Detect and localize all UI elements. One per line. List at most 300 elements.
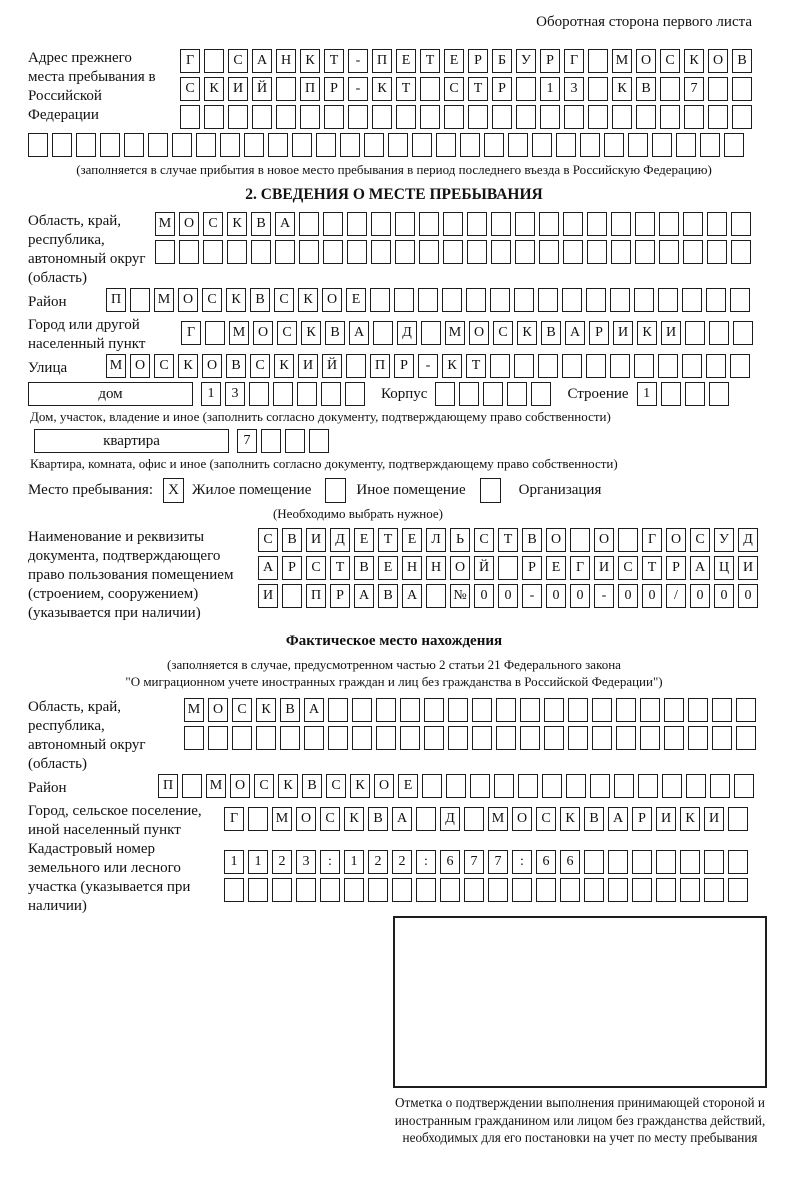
char-cell[interactable] xyxy=(508,133,528,157)
char-cell[interactable]: П xyxy=(306,584,326,608)
char-cell[interactable] xyxy=(709,321,729,345)
char-cell[interactable] xyxy=(184,726,204,750)
char-cell[interactable] xyxy=(416,807,436,831)
char-cell[interactable]: Т xyxy=(468,77,488,101)
char-cell[interactable]: Е xyxy=(346,288,366,312)
char-cell[interactable] xyxy=(706,288,726,312)
char-cell[interactable] xyxy=(676,133,696,157)
char-cell[interactable] xyxy=(683,212,703,236)
char-cell[interactable] xyxy=(205,321,225,345)
char-cell[interactable] xyxy=(256,726,276,750)
char-cell[interactable] xyxy=(196,133,216,157)
char-cell[interactable]: Р xyxy=(540,49,560,73)
char-cell[interactable] xyxy=(544,698,564,722)
char-cell[interactable]: - xyxy=(348,49,368,73)
char-cell[interactable]: Г xyxy=(224,807,244,831)
char-cell[interactable]: 1 xyxy=(344,850,364,874)
char-cell[interactable] xyxy=(442,288,462,312)
char-cell[interactable] xyxy=(680,878,700,902)
char-cell[interactable] xyxy=(292,133,312,157)
char-cell[interactable] xyxy=(344,878,364,902)
char-cell[interactable] xyxy=(347,240,367,264)
char-cell[interactable]: Д xyxy=(738,528,758,552)
char-cell[interactable]: Н xyxy=(402,556,422,580)
char-cell[interactable]: С xyxy=(203,212,223,236)
char-cell[interactable] xyxy=(708,105,728,129)
char-cell[interactable] xyxy=(636,105,656,129)
char-cell[interactable] xyxy=(733,321,753,345)
char-cell[interactable] xyxy=(272,878,292,902)
char-cell[interactable] xyxy=(562,354,582,378)
char-cell[interactable] xyxy=(309,429,329,453)
char-cell[interactable] xyxy=(443,240,463,264)
char-cell[interactable]: : xyxy=(512,850,532,874)
char-cell[interactable] xyxy=(182,774,202,798)
char-cell[interactable] xyxy=(396,105,416,129)
char-cell[interactable] xyxy=(640,726,660,750)
char-cell[interactable] xyxy=(628,133,648,157)
char-cell[interactable]: Т xyxy=(420,49,440,73)
char-cell[interactable] xyxy=(268,133,288,157)
char-cell[interactable] xyxy=(638,774,658,798)
char-cell[interactable]: У xyxy=(714,528,734,552)
char-cell[interactable] xyxy=(604,133,624,157)
char-cell[interactable] xyxy=(444,105,464,129)
char-cell[interactable]: Д xyxy=(440,807,460,831)
char-cell[interactable]: Е xyxy=(398,774,418,798)
char-cell[interactable] xyxy=(568,698,588,722)
char-cell[interactable] xyxy=(204,49,224,73)
char-cell[interactable] xyxy=(328,698,348,722)
char-cell[interactable]: С xyxy=(444,77,464,101)
char-cell[interactable] xyxy=(592,726,612,750)
char-cell[interactable] xyxy=(586,288,606,312)
char-cell[interactable]: И xyxy=(704,807,724,831)
char-cell[interactable]: Н xyxy=(426,556,446,580)
char-cell[interactable]: О xyxy=(666,528,686,552)
char-cell[interactable] xyxy=(100,133,120,157)
char-cell[interactable]: 0 xyxy=(714,584,734,608)
char-cell[interactable]: Л xyxy=(426,528,446,552)
char-cell[interactable]: К xyxy=(226,288,246,312)
char-cell[interactable] xyxy=(395,212,415,236)
char-cell[interactable] xyxy=(244,133,264,157)
char-cell[interactable] xyxy=(658,354,678,378)
char-cell[interactable] xyxy=(652,133,672,157)
char-cell[interactable] xyxy=(490,288,510,312)
char-cell[interactable] xyxy=(736,726,756,750)
char-cell[interactable] xyxy=(420,77,440,101)
char-cell[interactable] xyxy=(568,726,588,750)
char-cell[interactable] xyxy=(563,212,583,236)
char-cell[interactable] xyxy=(498,556,518,580)
char-cell[interactable] xyxy=(460,133,480,157)
char-cell[interactable] xyxy=(707,212,727,236)
char-cell[interactable]: 7 xyxy=(237,429,257,453)
char-cell[interactable]: У xyxy=(516,49,536,73)
char-cell[interactable]: Г xyxy=(570,556,590,580)
char-cell[interactable]: С xyxy=(493,321,513,345)
char-cell[interactable]: Р xyxy=(492,77,512,101)
char-cell[interactable] xyxy=(352,726,372,750)
char-cell[interactable] xyxy=(275,240,295,264)
char-cell[interactable]: 2 xyxy=(272,850,292,874)
char-cell[interactable] xyxy=(732,105,752,129)
char-cell[interactable] xyxy=(328,726,348,750)
char-cell[interactable] xyxy=(520,726,540,750)
char-cell[interactable]: 0 xyxy=(738,584,758,608)
char-cell[interactable] xyxy=(299,212,319,236)
stay-type-checkbox-residential[interactable]: X xyxy=(163,478,184,503)
char-cell[interactable]: В xyxy=(250,288,270,312)
char-cell[interactable] xyxy=(538,354,558,378)
char-cell[interactable]: Т xyxy=(642,556,662,580)
char-cell[interactable] xyxy=(490,354,510,378)
char-cell[interactable] xyxy=(496,726,516,750)
char-cell[interactable]: О xyxy=(178,288,198,312)
char-cell[interactable] xyxy=(634,354,654,378)
char-cell[interactable] xyxy=(584,850,604,874)
char-cell[interactable] xyxy=(512,878,532,902)
char-cell[interactable] xyxy=(251,240,271,264)
char-cell[interactable] xyxy=(300,105,320,129)
char-cell[interactable]: В xyxy=(732,49,752,73)
char-cell[interactable] xyxy=(688,698,708,722)
char-cell[interactable] xyxy=(491,240,511,264)
char-cell[interactable]: Е xyxy=(444,49,464,73)
char-cell[interactable] xyxy=(610,354,630,378)
char-cell[interactable]: С xyxy=(274,288,294,312)
char-cell[interactable]: Й xyxy=(252,77,272,101)
char-cell[interactable] xyxy=(731,212,751,236)
char-cell[interactable] xyxy=(371,212,391,236)
char-cell[interactable]: А xyxy=(565,321,585,345)
char-cell[interactable]: С xyxy=(250,354,270,378)
char-cell[interactable]: Е xyxy=(402,528,422,552)
char-cell[interactable]: В xyxy=(541,321,561,345)
char-cell[interactable] xyxy=(664,726,684,750)
char-cell[interactable] xyxy=(304,726,324,750)
char-cell[interactable] xyxy=(323,212,343,236)
char-cell[interactable] xyxy=(124,133,144,157)
char-cell[interactable] xyxy=(472,698,492,722)
char-cell[interactable] xyxy=(249,382,269,406)
char-cell[interactable]: - xyxy=(348,77,368,101)
char-cell[interactable] xyxy=(712,698,732,722)
char-cell[interactable]: Т xyxy=(330,556,350,580)
char-cell[interactable]: С xyxy=(202,288,222,312)
char-cell[interactable] xyxy=(400,726,420,750)
char-cell[interactable]: - xyxy=(594,584,614,608)
char-cell[interactable] xyxy=(472,726,492,750)
char-cell[interactable] xyxy=(570,528,590,552)
char-cell[interactable]: 1 xyxy=(224,850,244,874)
char-cell[interactable] xyxy=(276,77,296,101)
char-cell[interactable]: К xyxy=(517,321,537,345)
char-cell[interactable] xyxy=(179,240,199,264)
char-cell[interactable] xyxy=(709,382,729,406)
char-cell[interactable]: Р xyxy=(468,49,488,73)
char-cell[interactable]: М xyxy=(155,212,175,236)
char-cell[interactable] xyxy=(470,774,490,798)
char-cell[interactable] xyxy=(586,354,606,378)
char-cell[interactable]: С xyxy=(306,556,326,580)
char-cell[interactable]: И xyxy=(594,556,614,580)
char-cell[interactable] xyxy=(685,321,705,345)
char-cell[interactable] xyxy=(656,878,676,902)
char-cell[interactable] xyxy=(514,354,534,378)
char-cell[interactable] xyxy=(562,288,582,312)
char-cell[interactable]: В xyxy=(584,807,604,831)
char-cell[interactable]: К xyxy=(350,774,370,798)
char-cell[interactable] xyxy=(520,698,540,722)
char-cell[interactable] xyxy=(516,77,536,101)
char-cell[interactable] xyxy=(640,698,660,722)
char-cell[interactable] xyxy=(507,382,527,406)
char-cell[interactable]: Р xyxy=(666,556,686,580)
char-cell[interactable]: 7 xyxy=(684,77,704,101)
char-cell[interactable] xyxy=(464,807,484,831)
char-cell[interactable] xyxy=(635,240,655,264)
char-cell[interactable]: 3 xyxy=(564,77,584,101)
char-cell[interactable]: В xyxy=(251,212,271,236)
char-cell[interactable]: 6 xyxy=(560,850,580,874)
char-cell[interactable] xyxy=(734,774,754,798)
char-cell[interactable] xyxy=(684,105,704,129)
char-cell[interactable] xyxy=(400,698,420,722)
char-cell[interactable]: В xyxy=(636,77,656,101)
char-cell[interactable] xyxy=(395,240,415,264)
char-cell[interactable] xyxy=(492,105,512,129)
char-cell[interactable] xyxy=(346,354,366,378)
char-cell[interactable]: Р xyxy=(589,321,609,345)
char-cell[interactable] xyxy=(544,726,564,750)
char-cell[interactable] xyxy=(345,382,365,406)
char-cell[interactable]: О xyxy=(374,774,394,798)
char-cell[interactable]: В xyxy=(368,807,388,831)
char-cell[interactable] xyxy=(392,878,412,902)
char-cell[interactable] xyxy=(683,240,703,264)
char-cell[interactable]: С xyxy=(474,528,494,552)
char-cell[interactable] xyxy=(730,288,750,312)
char-cell[interactable]: С xyxy=(326,774,346,798)
char-cell[interactable] xyxy=(662,774,682,798)
char-cell[interactable] xyxy=(208,726,228,750)
char-cell[interactable]: 0 xyxy=(570,584,590,608)
char-cell[interactable] xyxy=(416,878,436,902)
char-cell[interactable] xyxy=(584,878,604,902)
char-cell[interactable]: А xyxy=(258,556,278,580)
char-cell[interactable] xyxy=(731,240,751,264)
char-cell[interactable]: М xyxy=(184,698,204,722)
char-cell[interactable] xyxy=(422,774,442,798)
char-cell[interactable]: С xyxy=(320,807,340,831)
char-cell[interactable]: О xyxy=(230,774,250,798)
char-cell[interactable] xyxy=(276,105,296,129)
char-cell[interactable]: : xyxy=(416,850,436,874)
char-cell[interactable]: Н xyxy=(276,49,296,73)
char-cell[interactable] xyxy=(542,774,562,798)
char-cell[interactable] xyxy=(588,77,608,101)
char-cell[interactable]: М xyxy=(154,288,174,312)
char-cell[interactable]: Д xyxy=(330,528,350,552)
char-cell[interactable]: К xyxy=(637,321,657,345)
char-cell[interactable] xyxy=(518,774,538,798)
char-cell[interactable]: М xyxy=(206,774,226,798)
char-cell[interactable] xyxy=(155,240,175,264)
char-cell[interactable]: Ц xyxy=(714,556,734,580)
char-cell[interactable]: Т xyxy=(498,528,518,552)
char-cell[interactable]: И xyxy=(298,354,318,378)
char-cell[interactable]: П xyxy=(158,774,178,798)
char-cell[interactable]: Е xyxy=(546,556,566,580)
char-cell[interactable] xyxy=(515,212,535,236)
char-cell[interactable]: 6 xyxy=(536,850,556,874)
char-cell[interactable]: К xyxy=(300,49,320,73)
char-cell[interactable] xyxy=(587,240,607,264)
char-cell[interactable] xyxy=(588,49,608,73)
char-cell[interactable]: Г xyxy=(181,321,201,345)
char-cell[interactable] xyxy=(531,382,551,406)
char-cell[interactable] xyxy=(659,212,679,236)
char-cell[interactable] xyxy=(299,240,319,264)
char-cell[interactable] xyxy=(424,698,444,722)
char-cell[interactable]: О xyxy=(512,807,532,831)
char-cell[interactable] xyxy=(712,726,732,750)
char-cell[interactable]: Б xyxy=(492,49,512,73)
char-cell[interactable]: О xyxy=(130,354,150,378)
char-cell[interactable]: С xyxy=(536,807,556,831)
char-cell[interactable] xyxy=(539,240,559,264)
char-cell[interactable] xyxy=(732,77,752,101)
char-cell[interactable] xyxy=(248,807,268,831)
char-cell[interactable]: 2 xyxy=(368,850,388,874)
char-cell[interactable] xyxy=(232,726,252,750)
char-cell[interactable]: И xyxy=(738,556,758,580)
char-cell[interactable]: К xyxy=(612,77,632,101)
char-cell[interactable]: В xyxy=(226,354,246,378)
char-cell[interactable] xyxy=(532,133,552,157)
char-cell[interactable] xyxy=(130,288,150,312)
char-cell[interactable] xyxy=(261,429,281,453)
char-cell[interactable]: С xyxy=(154,354,174,378)
char-cell[interactable]: К xyxy=(204,77,224,101)
char-cell[interactable] xyxy=(728,878,748,902)
char-cell[interactable] xyxy=(180,105,200,129)
char-cell[interactable] xyxy=(635,212,655,236)
char-cell[interactable] xyxy=(707,240,727,264)
char-cell[interactable]: А xyxy=(608,807,628,831)
char-cell[interactable] xyxy=(248,878,268,902)
char-cell[interactable] xyxy=(148,133,168,157)
char-cell[interactable]: Ь xyxy=(450,528,470,552)
char-cell[interactable] xyxy=(634,288,654,312)
char-cell[interactable] xyxy=(516,105,536,129)
char-cell[interactable]: Р xyxy=(282,556,302,580)
char-cell[interactable]: И xyxy=(228,77,248,101)
char-cell[interactable]: Р xyxy=(330,584,350,608)
char-cell[interactable]: М xyxy=(445,321,465,345)
char-cell[interactable]: П xyxy=(106,288,126,312)
char-cell[interactable] xyxy=(419,240,439,264)
char-cell[interactable] xyxy=(614,774,634,798)
char-cell[interactable] xyxy=(459,382,479,406)
char-cell[interactable]: 0 xyxy=(498,584,518,608)
char-cell[interactable] xyxy=(364,133,384,157)
char-cell[interactable] xyxy=(323,240,343,264)
char-cell[interactable] xyxy=(536,878,556,902)
char-cell[interactable]: Е xyxy=(378,556,398,580)
char-cell[interactable]: 2 xyxy=(392,850,412,874)
char-cell[interactable] xyxy=(373,321,393,345)
char-cell[interactable]: М xyxy=(106,354,126,378)
char-cell[interactable] xyxy=(443,212,463,236)
char-cell[interactable]: - xyxy=(418,354,438,378)
char-cell[interactable] xyxy=(682,354,702,378)
char-cell[interactable]: Е xyxy=(396,49,416,73)
char-cell[interactable] xyxy=(680,850,700,874)
char-cell[interactable] xyxy=(496,698,516,722)
char-cell[interactable] xyxy=(514,288,534,312)
char-cell[interactable]: 7 xyxy=(464,850,484,874)
char-cell[interactable] xyxy=(464,878,484,902)
char-cell[interactable]: К xyxy=(442,354,462,378)
char-cell[interactable]: Г xyxy=(180,49,200,73)
char-cell[interactable] xyxy=(728,850,748,874)
char-cell[interactable]: 1 xyxy=(248,850,268,874)
char-cell[interactable] xyxy=(587,212,607,236)
char-cell[interactable] xyxy=(203,240,223,264)
char-cell[interactable] xyxy=(730,354,750,378)
char-cell[interactable] xyxy=(618,528,638,552)
char-cell[interactable] xyxy=(658,288,678,312)
char-cell[interactable]: А xyxy=(354,584,374,608)
char-cell[interactable] xyxy=(608,878,628,902)
char-cell[interactable]: М xyxy=(229,321,249,345)
stay-type-checkbox-other-premises[interactable] xyxy=(325,478,346,503)
char-cell[interactable] xyxy=(340,133,360,157)
char-cell[interactable]: Й xyxy=(474,556,494,580)
char-cell[interactable] xyxy=(611,240,631,264)
char-cell[interactable]: 6 xyxy=(440,850,460,874)
char-cell[interactable]: О xyxy=(253,321,273,345)
char-cell[interactable] xyxy=(228,105,248,129)
char-cell[interactable]: В xyxy=(378,584,398,608)
char-cell[interactable] xyxy=(321,382,341,406)
char-cell[interactable]: О xyxy=(296,807,316,831)
char-cell[interactable] xyxy=(467,212,487,236)
char-cell[interactable]: 0 xyxy=(618,584,638,608)
char-cell[interactable] xyxy=(556,133,576,157)
char-cell[interactable] xyxy=(280,726,300,750)
char-cell[interactable] xyxy=(540,105,560,129)
char-cell[interactable]: И xyxy=(258,584,278,608)
char-cell[interactable] xyxy=(320,878,340,902)
char-cell[interactable]: К xyxy=(274,354,294,378)
char-cell[interactable]: К xyxy=(684,49,704,73)
char-cell[interactable]: А xyxy=(252,49,272,73)
char-cell[interactable]: С xyxy=(258,528,278,552)
char-cell[interactable]: С xyxy=(228,49,248,73)
char-cell[interactable] xyxy=(468,105,488,129)
char-cell[interactable]: № xyxy=(450,584,470,608)
char-cell[interactable]: / xyxy=(666,584,686,608)
char-cell[interactable]: А xyxy=(402,584,422,608)
char-cell[interactable]: Й xyxy=(322,354,342,378)
char-cell[interactable] xyxy=(560,878,580,902)
char-cell[interactable] xyxy=(494,774,514,798)
char-cell[interactable] xyxy=(172,133,192,157)
